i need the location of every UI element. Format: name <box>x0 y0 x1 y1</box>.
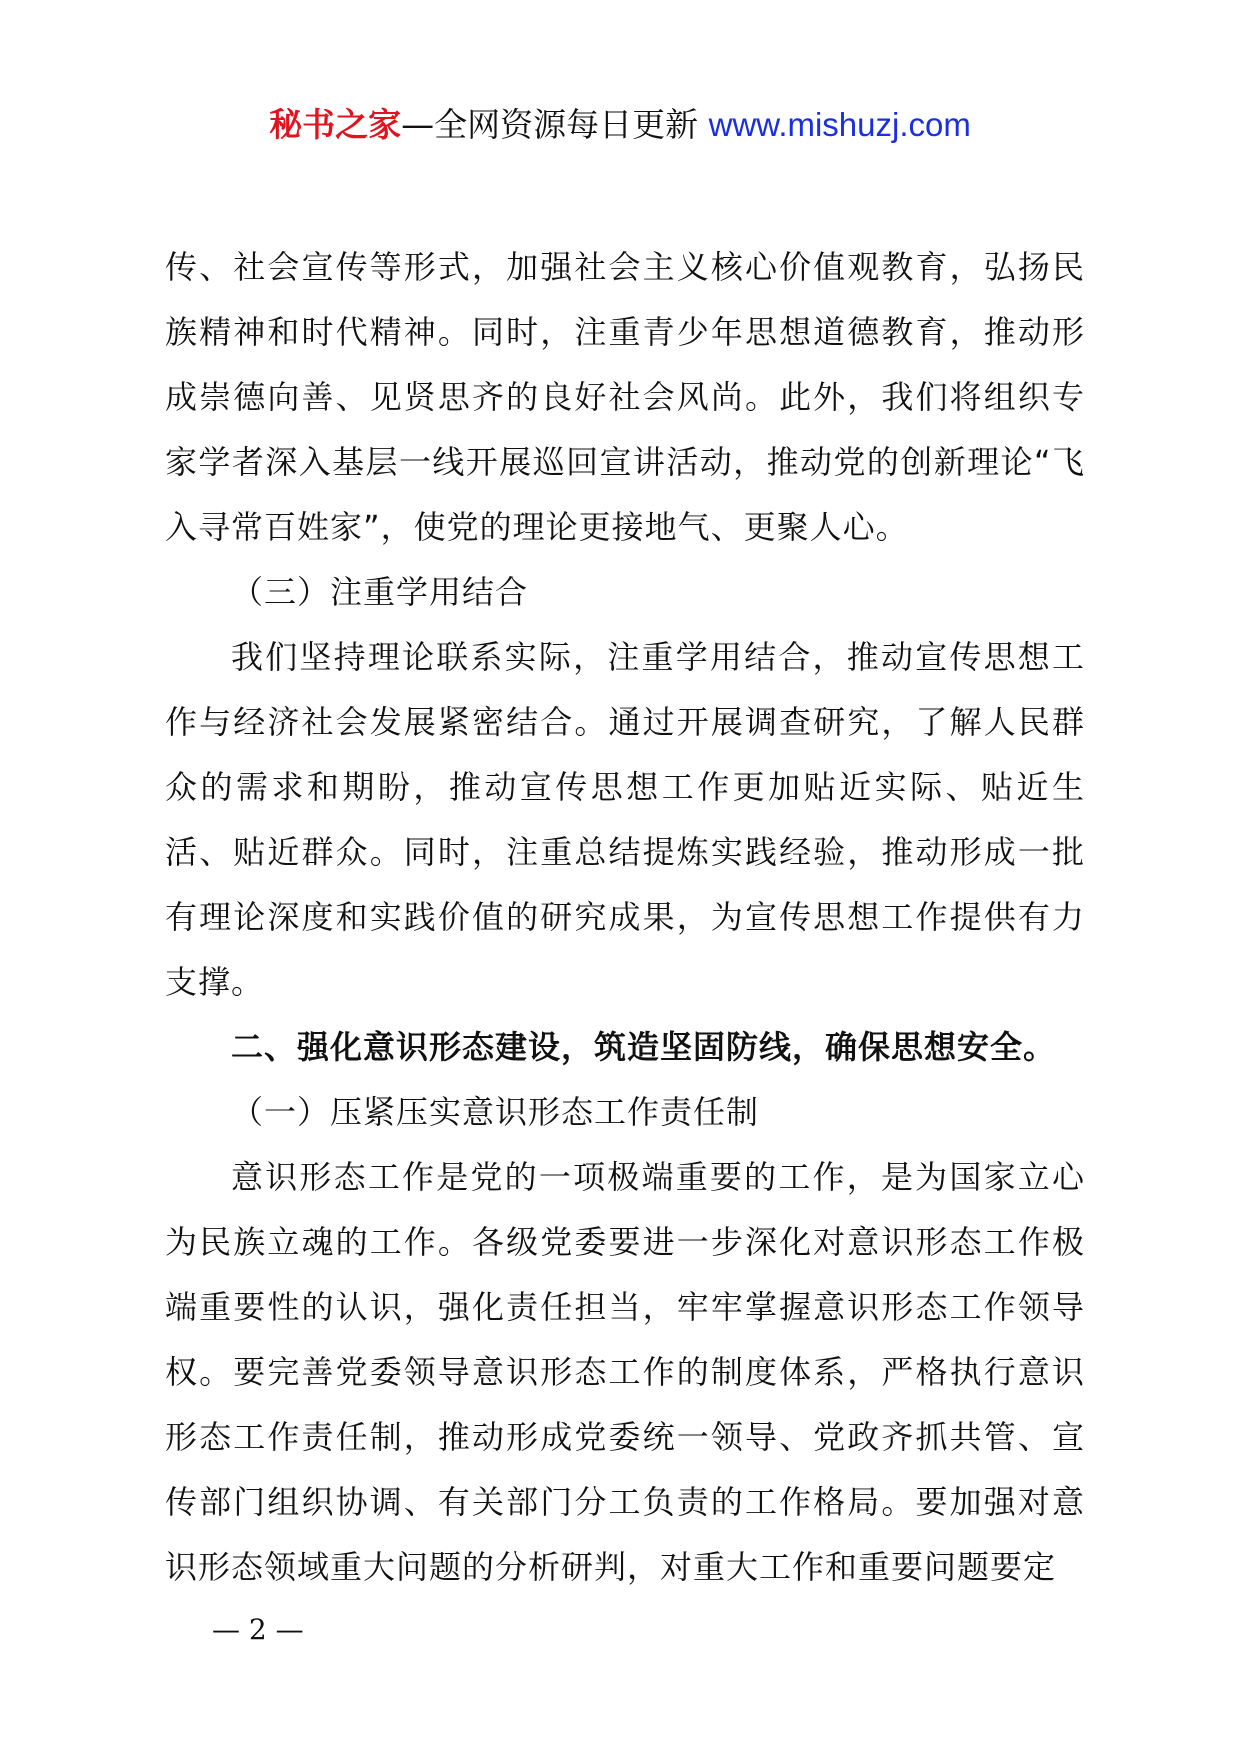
site-url-link[interactable]: www.mishuzj.com <box>708 106 971 143</box>
paragraph-ideology-responsibility: 意识形态工作是党的一项极端重要的工作，是为国家立心为民族立魂的工作。各级党委要进一步深化对意识形态工作极端重要性的认识，强化责任担当，牢牢掌握意识形态工作领导权。要完善党委领导意识形态工作的制度体系，严格执行意识形态工作责任制，推动形成党委统一领导、党政齐抓共管、宣传部门组织协调、有关部门分工负责的工作格局。要加强对意识形态领域重大问题的分析研判，对重大工作和重要问题要定 <box>165 1158 1085 1586</box>
site-header <box>0 100 1240 150</box>
header-tagline: —全网资源每日更新 <box>401 105 699 144</box>
paragraph-study-application: 我们坚持理论联系实际，注重学用结合，推动宣传思想工作与经济社会发展紧密结合。通过开展调查研究，了解人民群众的需求和期盼，推动宣传思想工作更加贴近实际、贴近生活、贴近群众。同时，注重总结提炼实践经验，推动形成一批有理论深度和实践价值的研究成果，为宣传思想工作提供有力支撑。 <box>165 638 1085 1001</box>
main-heading-2: 二、强化意识形态建设，筑造坚固防线，确保思想安全。 <box>231 1028 1057 1066</box>
paragraph-continuation: 传、社会宣传等形式，加强社会主义核心价值观教育，弘扬民族精神和时代精神。同时，注重青少年思想道德教育，推动形成崇德向善、见贤思齐的良好社会风尚。此外，我们将组织专家学者深入基层一线开展巡回宣讲活动，推动党的创新理论“飞入寻常百姓家”，使党的理论更接地气、更聚人心。 <box>165 248 1085 546</box>
document-body <box>165 235 1085 1600</box>
brand-name: 秘书之家 <box>269 105 402 144</box>
section-heading-3: （三）注重学用结合 <box>231 573 529 611</box>
section-heading-1: （一）压紧压实意识形态工作责任制 <box>231 1093 760 1131</box>
page-number: — 2 — <box>212 1613 304 1646</box>
